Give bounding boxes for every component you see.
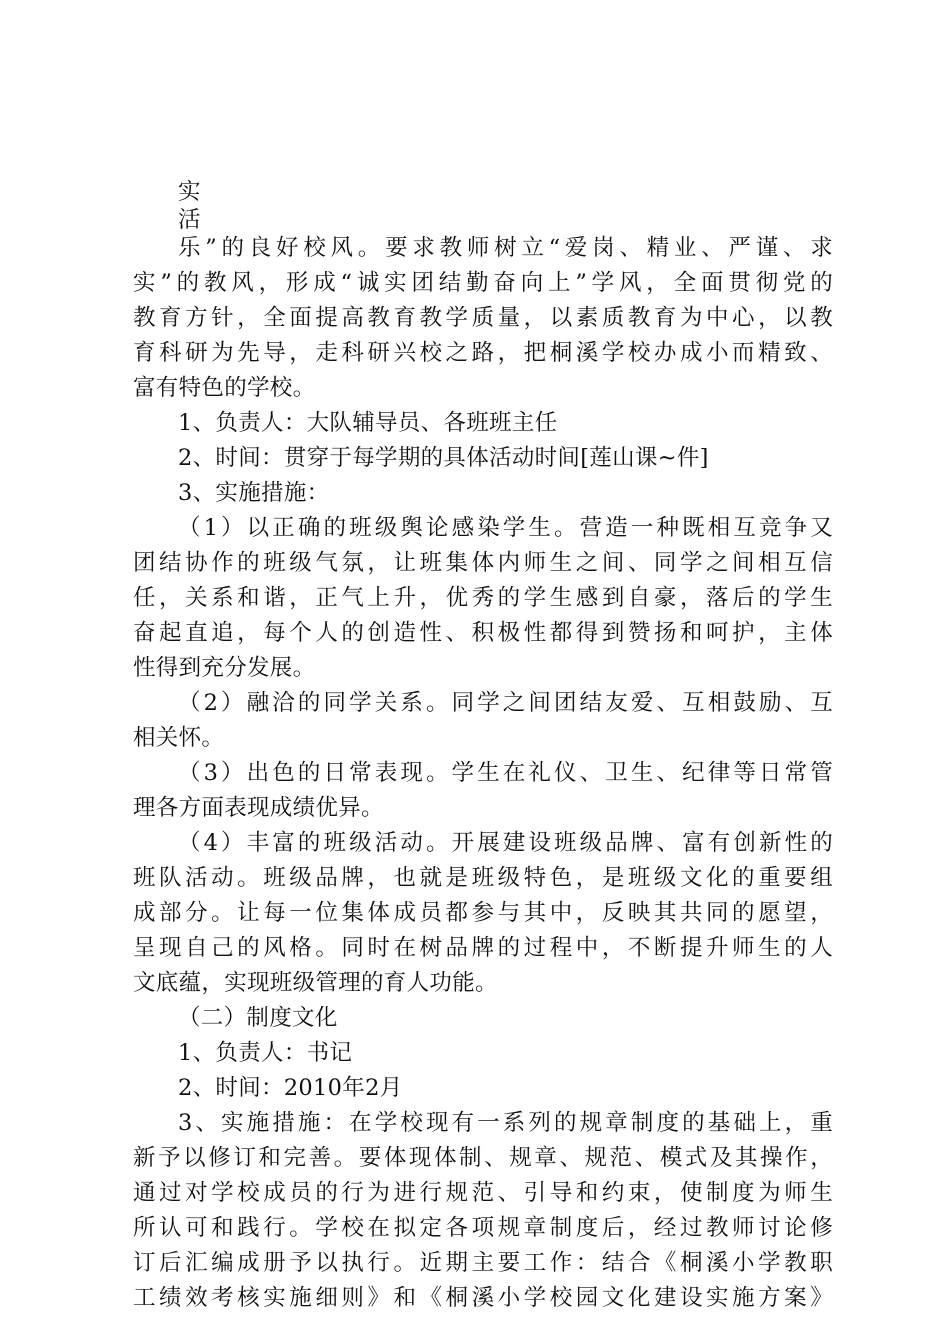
text-line: 班队活动。班级品牌，也就是班级特色，是班级文化的重要组 <box>133 865 833 891</box>
text-line: 育科研为先导，走科研兴校之路，把桐溪学校办成小而精致、 <box>133 340 833 366</box>
text-line: 奋起直追，每个人的创造性、积极性都得到赞扬和呵护，主体 <box>133 620 833 646</box>
text-line: （1）以正确的班级舆论感染学生。营造一种既相互竞争又 <box>178 515 833 541</box>
text-line: 实 <box>178 179 201 205</box>
text-line: 所认可和践行。学校在拟定各项规章制度后，经过教师讨论修 <box>133 1215 833 1241</box>
text-line: 3、实施措施：在学校现有一系列的规章制度的基础上，重 <box>178 1110 833 1136</box>
text-line: 任，关系和谐，正气上升，优秀的学生感到自豪，落后的学生 <box>133 585 833 611</box>
text-line: 呈现自己的风格。同时在树品牌的过程中，不断提升师生的人 <box>133 935 833 961</box>
text-line: （2）融洽的同学关系。同学之间团结友爱、互相鼓励、互 <box>178 690 833 716</box>
text-line: 教育方针，全面提高教育教学质量，以素质教育为中心，以教 <box>133 305 833 331</box>
text-line: 工绩效考核实施细则》和《桐溪小学校园文化建设实施方案》 <box>133 1285 833 1311</box>
text-line: （4）丰富的班级活动。开展建设班级品牌、富有创新性的 <box>178 830 833 856</box>
text-line: 团结协作的班级气氛，让班集体内师生之间、同学之间相互信 <box>133 550 833 576</box>
text-line: 理各方面表现成绩优异。 <box>133 795 384 821</box>
section-heading: （二）制度文化 <box>178 1005 338 1031</box>
text-line: 实”的教风，形成“诚实团结勤奋向上”学风，全面贯彻党的 <box>133 270 833 296</box>
text-line: 相关怀。 <box>133 725 225 751</box>
text-line: 活 <box>178 207 201 233</box>
text-line: 文底蕴，实现班级管理的育人功能。 <box>133 970 498 996</box>
text-line: （3）出色的日常表现。学生在礼仪、卫生、纪律等日常管 <box>178 760 833 786</box>
text-line: 新予以修订和完善。要体现体制、规章、规范、模式及其操作， <box>133 1145 833 1171</box>
text-line: 1、负责人：书记 <box>178 1040 353 1066</box>
text-line: 乐”的良好校风。要求教师树立“爱岗、精业、严谨、求 <box>178 235 833 261</box>
text-line: 1、负责人：大队辅导员、各班班主任 <box>178 410 558 436</box>
text-line: 订后汇编成册予以执行。近期主要工作：结合《桐溪小学教职 <box>133 1250 833 1276</box>
text-line: 2、时间：2010年2月 <box>178 1075 403 1101</box>
text-line: 富有特色的学校。 <box>133 375 316 401</box>
text-line: 性得到充分发展。 <box>133 655 316 681</box>
text-line: 通过对学校成员的行为进行规范、引导和约束，使制度为师生 <box>133 1180 833 1206</box>
text-line: 3、实施措施： <box>178 480 330 506</box>
text-line: 成部分。让每一位集体成员都参与其中，反映其共同的愿望， <box>133 900 833 926</box>
text-line: 2、时间：贯穿于每学期的具体活动时间[莲山课~件] <box>178 445 709 471</box>
